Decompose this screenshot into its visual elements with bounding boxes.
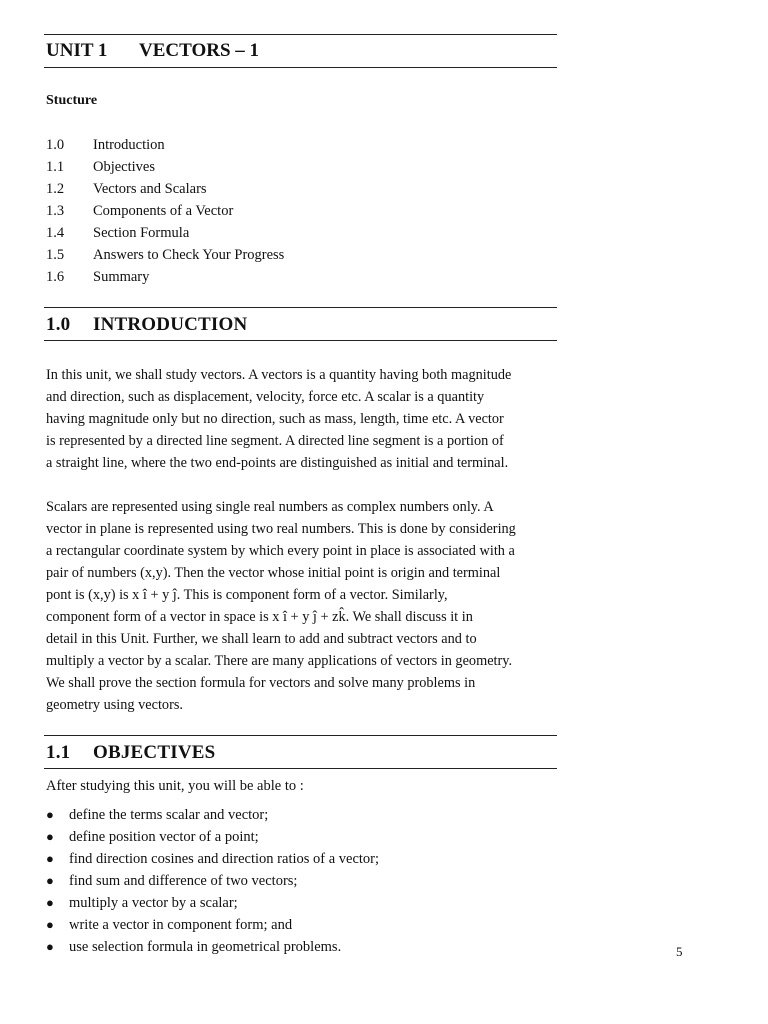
objectives-heading-top-rule (44, 735, 557, 736)
section-number: 1.0 (46, 314, 71, 335)
intro-paragraph-1 (46, 364, 561, 474)
text-line: In this unit, we shall study vectors. A vectors is a quantity having both magnitude (46, 367, 512, 383)
toc-item (46, 246, 284, 268)
section-heading-objectives (46, 742, 215, 764)
text-line: and direction, such as displacement, velocity, force etc. A scalar is a quantity (46, 389, 485, 405)
list-item (46, 938, 379, 960)
toc-title: Summary (93, 269, 150, 285)
toc-title: Section Formula (93, 225, 190, 241)
toc-title: Components of a Vector (93, 203, 234, 219)
bullet-icon: ● (46, 917, 54, 932)
list-item (46, 872, 379, 894)
toc-item (46, 202, 284, 224)
list-item-text: find sum and difference of two vectors; (69, 873, 298, 889)
text-line: We shall prove the section formula for vectors and solve many problems in (46, 675, 476, 691)
list-item (46, 828, 379, 850)
page-number: 5 (676, 944, 683, 959)
toc-item (46, 158, 284, 180)
toc-item (46, 136, 284, 158)
text-line: is represented by a directed line segment. A directed line segment is a portion of (46, 433, 504, 449)
list-item-text: define position vector of a point; (69, 829, 259, 845)
list-item-text: define the terms scalar and vector; (69, 807, 269, 823)
text-line: geometry using vectors. (46, 697, 183, 713)
unit-name: VECTORS – 1 (139, 40, 260, 61)
toc-item (46, 180, 284, 202)
list-item-text: find direction cosines and direction ratios of a vector; (69, 851, 380, 867)
text-line: Scalars are represented using single real numbers as complex numbers only. A (46, 499, 494, 515)
list-item (46, 850, 379, 872)
text-line: a straight line, where the two end-points are distinguished as initial and terminal. (46, 455, 509, 471)
text-line: pont is (x,y) is x î + y ĵ. This is component form of a vector. Similarly, (46, 587, 448, 603)
objectives-heading-bottom-rule (44, 768, 557, 769)
list-item-text: write a vector in component form; and (69, 917, 293, 933)
bullet-icon: ● (46, 829, 54, 844)
toc-title: Answers to Check Your Progress (93, 247, 285, 263)
section-title: INTRODUCTION (93, 314, 248, 335)
intro-heading-top-rule (44, 307, 557, 308)
bullet-icon: ● (46, 895, 54, 910)
section-heading-introduction (46, 314, 247, 336)
list-item-text: use selection formula in geometrical problems. (69, 939, 342, 955)
toc-number: 1.4 (46, 225, 65, 241)
section-number: 1.1 (46, 742, 71, 763)
toc-number: 1.2 (46, 181, 65, 197)
list-item (46, 806, 379, 828)
section-title: OBJECTIVES (93, 742, 216, 763)
list-item-text: multiply a vector by a scalar; (69, 895, 238, 911)
text-line: component form of a vector in space is x î + y ĵ + zk̂. We shall discuss it in (46, 609, 473, 625)
toc-title: Objectives (93, 159, 156, 175)
toc-item (46, 268, 284, 290)
text-line: pair of numbers (x,y). Then the vector whose initial point is origin and terminal (46, 565, 501, 581)
list-item (46, 894, 379, 916)
text-line: a rectangular coordinate system by which every point in place is associated with a (46, 543, 515, 559)
top-rule (44, 34, 557, 35)
text-line: vector in plane is represented using two real numbers. This is done by considering (46, 521, 516, 537)
unit-number: UNIT 1 (46, 40, 108, 61)
text-line: multiply a vector by a scalar. There are many applications of vectors in geometry. (46, 653, 513, 669)
unit-title-rule (44, 67, 557, 68)
structure-label: Stucture (46, 93, 98, 108)
toc-number: 1.1 (46, 159, 65, 175)
bullet-icon: ● (46, 873, 54, 888)
bullet-icon: ● (46, 939, 54, 954)
text-line: detail in this Unit. Further, we shall learn to add and subtract vectors and to (46, 631, 477, 647)
intro-heading-bottom-rule (44, 340, 557, 341)
toc-number: 1.5 (46, 247, 65, 263)
unit-title (46, 40, 259, 62)
toc-number: 1.6 (46, 269, 65, 285)
bullet-icon: ● (46, 851, 54, 866)
toc-item (46, 224, 284, 246)
bullet-icon: ● (46, 807, 54, 822)
text-line: having magnitude only but no direction, such as mass, length, time etc. A vector (46, 411, 504, 427)
toc-number: 1.3 (46, 203, 65, 219)
toc-title: Introduction (93, 137, 165, 153)
intro-paragraph-2 (46, 496, 561, 716)
list-item (46, 916, 379, 938)
table-of-contents (46, 136, 284, 290)
objectives-list (46, 806, 379, 960)
toc-number: 1.0 (46, 137, 65, 153)
objectives-intro: After studying this unit, you will be able to : (46, 778, 304, 794)
toc-title: Vectors and Scalars (93, 181, 207, 197)
